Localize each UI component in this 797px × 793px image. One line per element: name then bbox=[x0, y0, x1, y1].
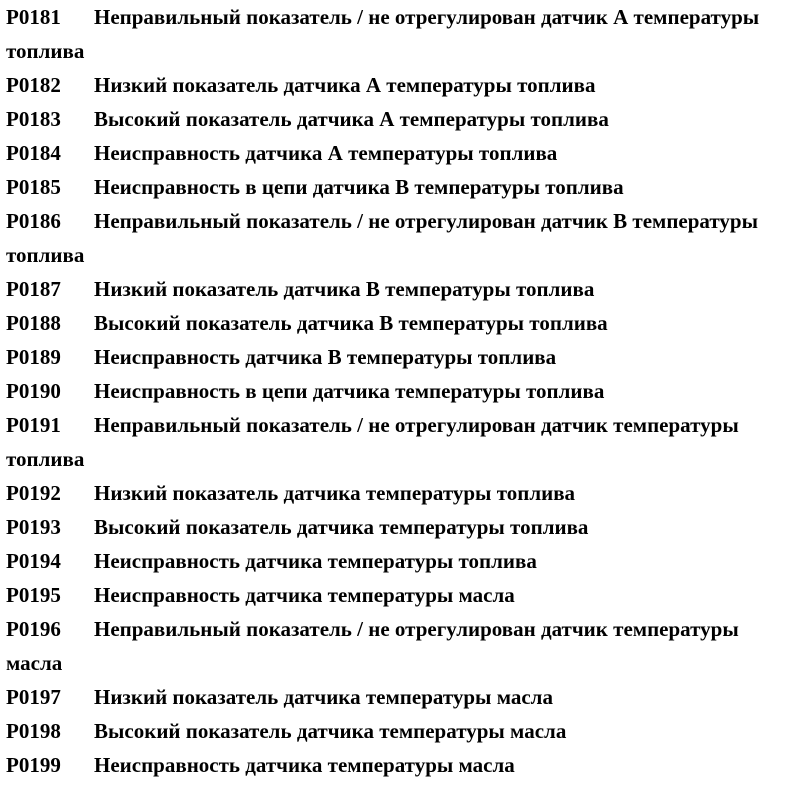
fault-description: Неисправность датчика температуры масла bbox=[94, 583, 515, 607]
list-item bbox=[6, 612, 792, 680]
fault-description: Низкий показатель датчика температуры масла bbox=[94, 685, 553, 709]
list-item bbox=[6, 748, 792, 782]
fault-code: P0181 bbox=[6, 5, 61, 29]
fault-description: Низкий показатель датчика А температуры топлива bbox=[94, 73, 596, 97]
list-item bbox=[6, 0, 792, 68]
fault-code: P0188 bbox=[6, 311, 61, 335]
fault-description: Высокий показатель датчика температуры топлива bbox=[94, 515, 589, 539]
fault-code: P0195 bbox=[6, 583, 61, 607]
fault-description: Высокий показатель датчика А температуры топлива bbox=[94, 107, 609, 131]
list-item bbox=[6, 374, 792, 408]
fault-code: P0193 bbox=[6, 515, 61, 539]
fault-description: Неправильный показатель / не отрегулирован датчик температуры масла bbox=[6, 617, 739, 675]
fault-description: Неправильный показатель / не отрегулирован датчик В температуры топлива bbox=[6, 209, 759, 267]
fault-code: P0199 bbox=[6, 753, 61, 777]
fault-description: Высокий показатель датчика температуры масла bbox=[94, 719, 567, 743]
fault-code: P0189 bbox=[6, 345, 61, 369]
fault-description: Неисправность датчика А температуры топлива bbox=[94, 141, 558, 165]
fault-code: P0186 bbox=[6, 209, 61, 233]
fault-code: P0185 bbox=[6, 175, 61, 199]
list-item bbox=[6, 306, 792, 340]
fault-description: Низкий показатель датчика В температуры топлива bbox=[94, 277, 595, 301]
list-item bbox=[6, 68, 792, 102]
fault-description: Неисправность в цепи датчика температуры топлива bbox=[94, 379, 605, 403]
fault-code: P0196 bbox=[6, 617, 61, 641]
list-item bbox=[6, 340, 792, 374]
fault-code: P0194 bbox=[6, 549, 61, 573]
list-item bbox=[6, 102, 792, 136]
fault-code-list bbox=[6, 0, 792, 782]
fault-code: P0190 bbox=[6, 379, 61, 403]
list-item bbox=[6, 578, 792, 612]
fault-description: Высокий показатель датчика В температуры топлива bbox=[94, 311, 608, 335]
fault-code: P0191 bbox=[6, 413, 61, 437]
fault-code: P0182 bbox=[6, 73, 61, 97]
list-item bbox=[6, 136, 792, 170]
fault-description: Неисправность датчика температуры топлива bbox=[94, 549, 537, 573]
fault-description: Низкий показатель датчика температуры топлива bbox=[94, 481, 576, 505]
list-item bbox=[6, 680, 792, 714]
list-item bbox=[6, 714, 792, 748]
list-item bbox=[6, 408, 792, 476]
fault-code: P0198 bbox=[6, 719, 61, 743]
fault-description: Неисправность датчика В температуры топлива bbox=[94, 345, 557, 369]
fault-description: Неисправность датчика температуры масла bbox=[94, 753, 515, 777]
list-item bbox=[6, 170, 792, 204]
fault-description: Неисправность в цепи датчика В температуры топлива bbox=[94, 175, 624, 199]
list-item bbox=[6, 204, 792, 272]
fault-code: P0192 bbox=[6, 481, 61, 505]
fault-description: Неправильный показатель / не отрегулирован датчик А температуры топлива bbox=[6, 5, 760, 63]
list-item bbox=[6, 476, 792, 510]
fault-description: Неправильный показатель / не отрегулирован датчик температуры топлива bbox=[6, 413, 739, 471]
fault-code: P0184 bbox=[6, 141, 61, 165]
fault-code: P0187 bbox=[6, 277, 61, 301]
fault-code: P0197 bbox=[6, 685, 61, 709]
fault-code: P0183 bbox=[6, 107, 61, 131]
list-item bbox=[6, 510, 792, 544]
list-item bbox=[6, 544, 792, 578]
list-item bbox=[6, 272, 792, 306]
